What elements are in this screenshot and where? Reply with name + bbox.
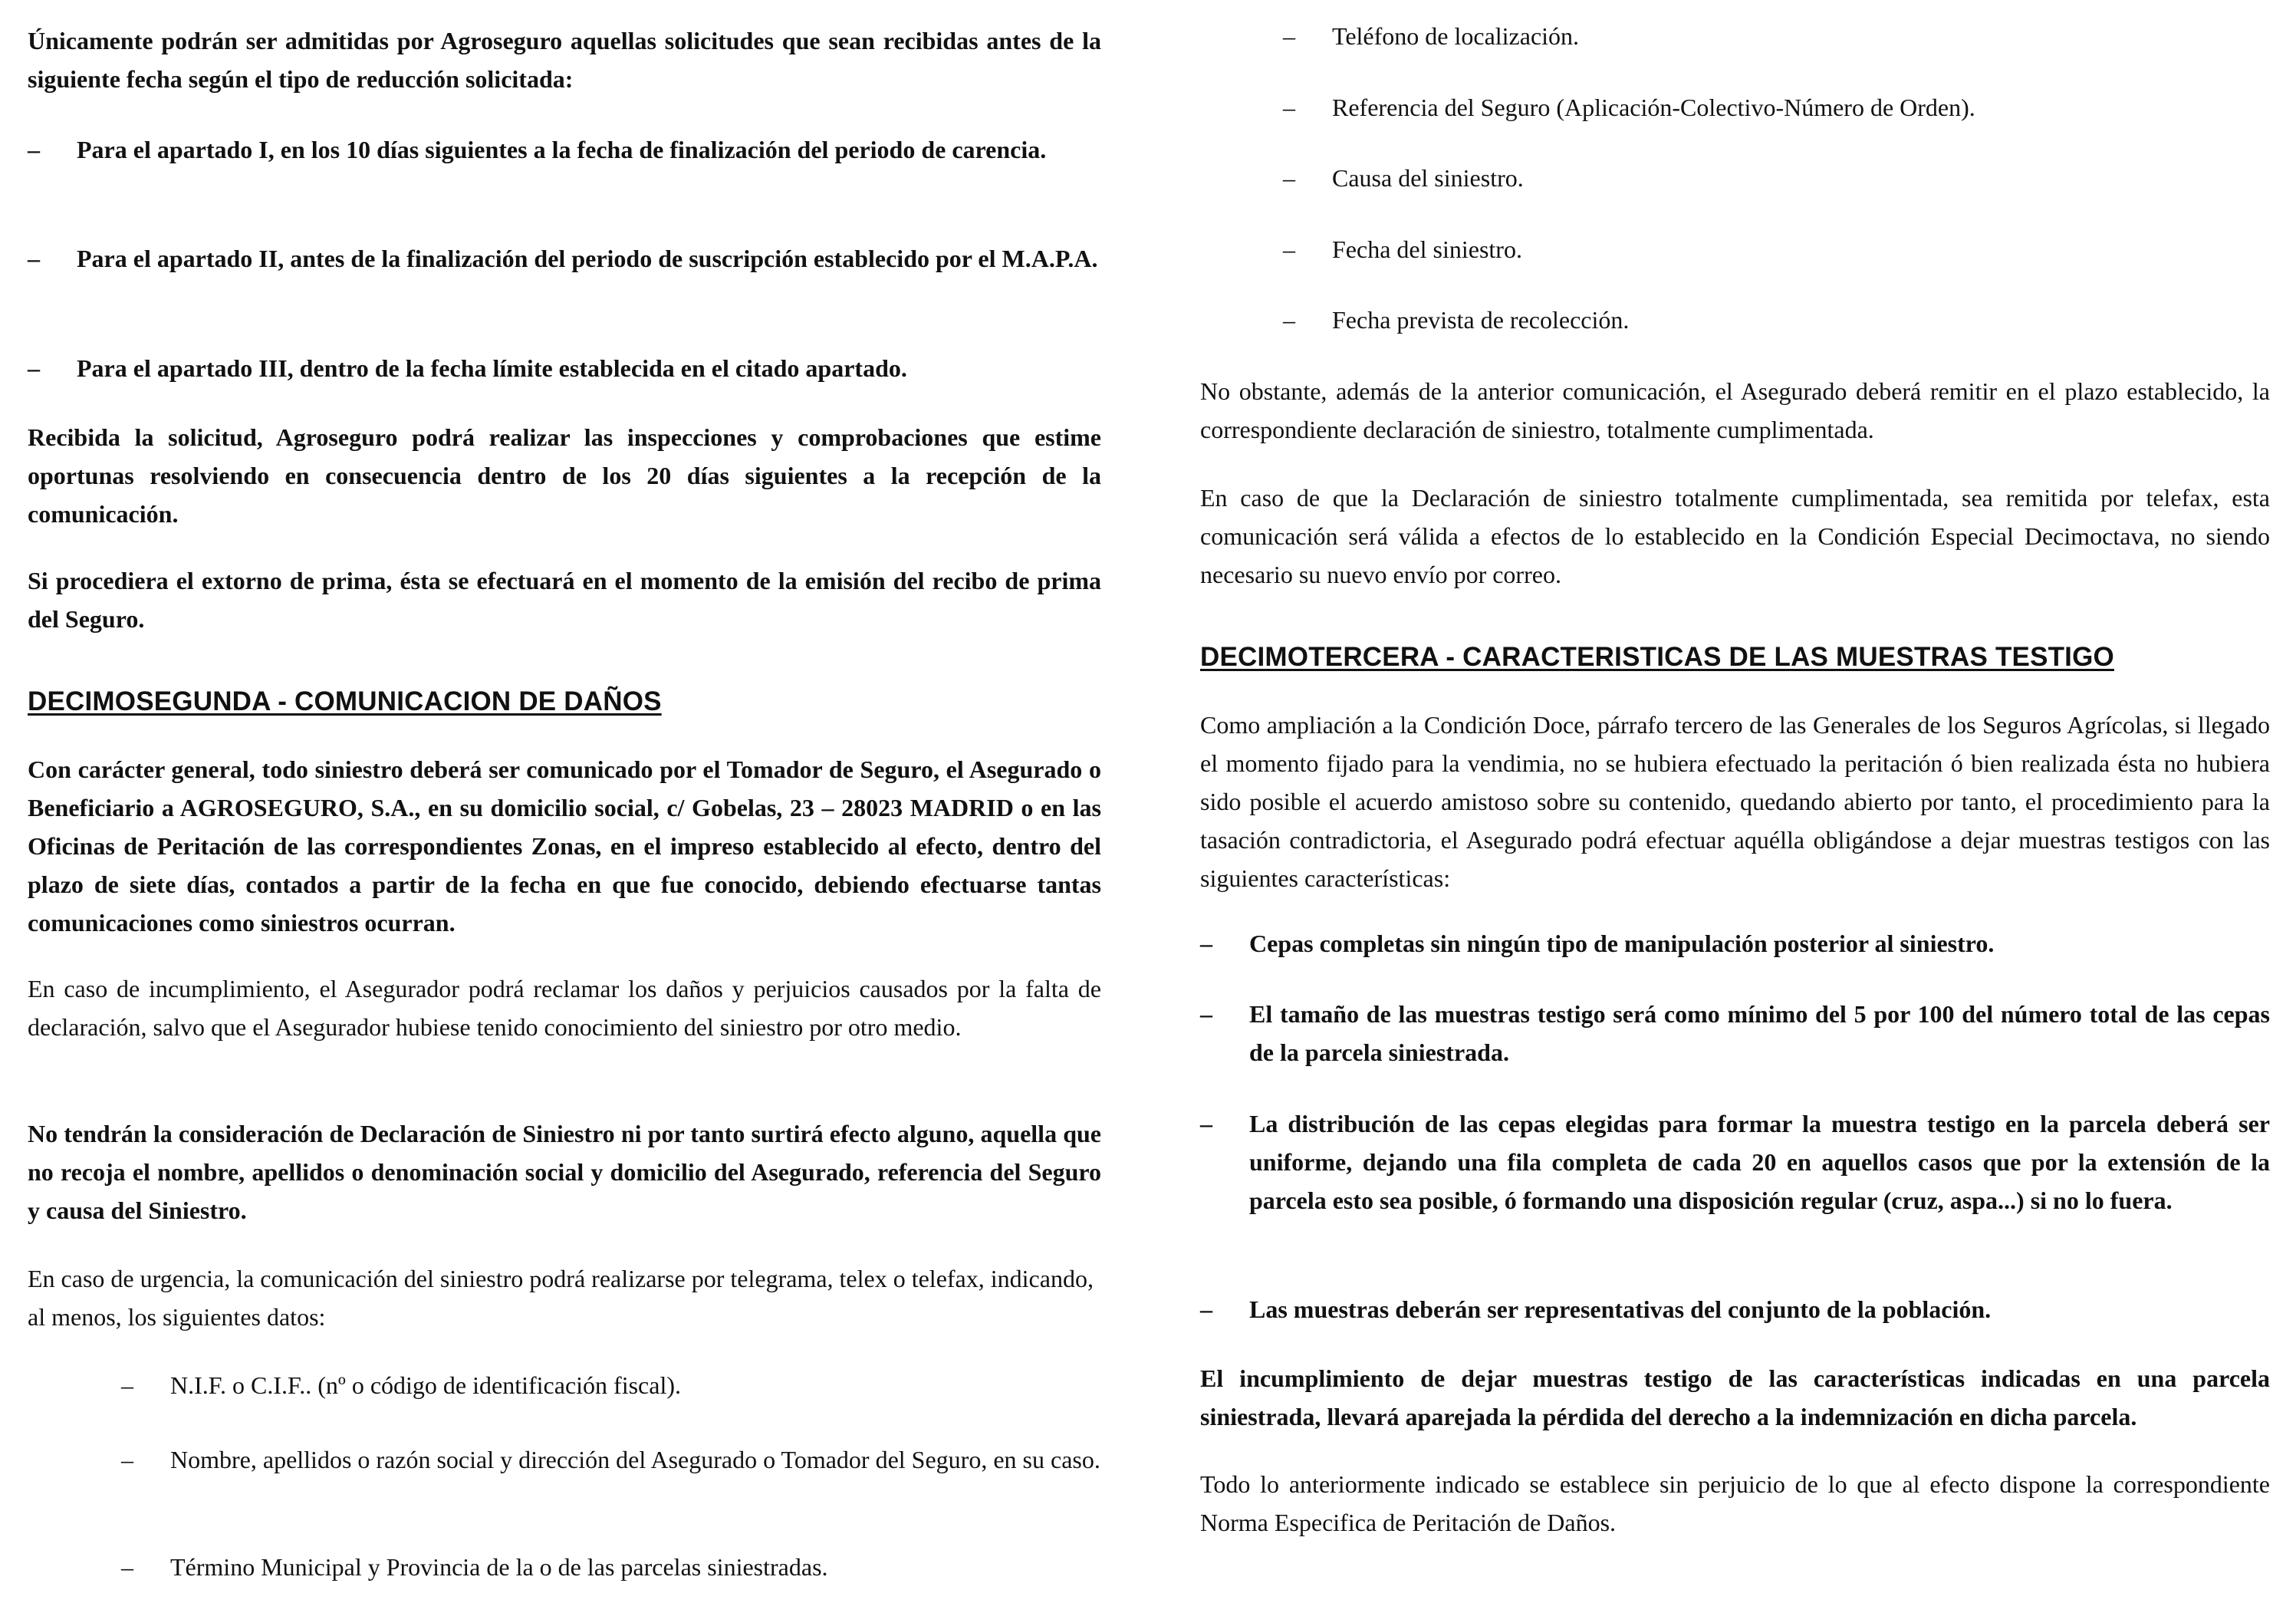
list-item-text: Cepas completas sin ningún tipo de manipulación posterior al siniestro.	[1249, 930, 1995, 957]
list-item	[28, 1366, 1101, 1404]
bullet-dash: –	[1200, 1110, 1212, 1137]
list-item	[28, 1440, 1101, 1479]
bullet-dash: –	[1200, 1295, 1212, 1323]
list-item	[1200, 159, 2270, 197]
list-item	[1200, 924, 2270, 963]
bullet-dash: –	[28, 136, 40, 163]
list-item	[28, 130, 1101, 169]
bullet-dash: –	[121, 1371, 133, 1399]
bullet-dash: –	[1200, 1000, 1212, 1028]
recibida-paragraph: Recibida la solicitud, Agroseguro podrá realizar las inspecciones y comprobaciones que estime oportunas resolviendo en consecuencia dentro de los 20 días siguientes a la recepción de la comunicación.	[28, 423, 1101, 528]
bullet-dash: –	[121, 1553, 133, 1581]
no-tendran-paragraph: No tendrán la consideración de Declaración de Siniestro ni por tanto surtirá efecto alguno, aquella que no recoja el nombre, apellidos o denominación social y domicilio del Asegurado, referencia del Seguro y causa del Siniestro.	[28, 1120, 1101, 1224]
list-item	[1200, 995, 2270, 1071]
list-item-text: Fecha del siniestro.	[1332, 235, 1522, 263]
list-item-text: Teléfono de localización.	[1332, 22, 1580, 50]
bullet-dash: –	[1283, 94, 1295, 121]
telefax-paragraph: En caso de que la Declaración de siniestro totalmente cumplimentada, sea remitida por telefax, esta comunicación será válida a efectos de lo establecido en la Condición Especial Decimoctava, no siendo necesario su nuevo envío por correo.	[1200, 484, 2270, 588]
bullet-dash: –	[1200, 930, 1212, 957]
no-obstante-paragraph: No obstante, además de la anterior comunicación, el Asegurado deberá remitir en el plazo establecido, la correspondiente declaración de siniestro, totalmente cumplimentada.	[1200, 377, 2270, 443]
list-item	[1200, 17, 2270, 55]
list-item	[1200, 1104, 2270, 1220]
intro-paragraph: Únicamente podrán ser admitidas por Agroseguro aquellas solicitudes que sean recibidas antes de la siguiente fecha según el tipo de reducción solicitada:	[28, 27, 1101, 93]
list-item	[28, 239, 1101, 278]
list-item-text: Las muestras deberán ser representativas del conjunto de la población.	[1249, 1295, 1992, 1323]
list-item	[1200, 230, 2270, 268]
extorno-paragraph: Si procediera el extorno de prima, ésta se efectuará en el momento de la emisión del recibo de prima del Seguro.	[28, 567, 1101, 633]
list-item-text: Fecha prevista de recolección.	[1332, 306, 1630, 334]
general-paragraph: Con carácter general, todo siniestro deberá ser comunicado por el Tomador de Seguro, el Asegurado o Beneficiario a AGROSEGURO, S.A., en su domicilio social, c/ Gobelas, 23 – 28023 MADRID o en las Oficinas de Peritación de las correspondientes Zonas, en el impreso establecido al efecto, dentro del plazo de siete días, contados a partir de la fecha en que fue conocido, debiendo efectuarse tantas comunicaciones como siniestros ocurran.	[28, 755, 1101, 936]
urgencia-paragraph: En caso de urgencia, la comunicación del siniestro podrá realizarse por telegrama, telex o telefax, indicando, al menos, los siguientes datos:	[28, 1265, 1094, 1331]
list-item-text: Nombre, apellidos o razón social y dirección del Asegurado o Tomador del Seguro, en su caso.	[170, 1446, 1100, 1473]
list-item	[28, 1548, 1101, 1586]
todo-paragraph: Todo lo anteriormente indicado se establece sin perjuicio de lo que al efecto dispone la correspondiente Norma Especifica de Peritación de Daños.	[1200, 1470, 2270, 1536]
list-item-text: Causa del siniestro.	[1332, 164, 1524, 192]
section-heading-decimosegunda: DECIMOSEGUNDA - COMUNICACION DE DAÑOS	[28, 686, 662, 716]
incumplimiento-muestras-paragraph: El incumplimiento de dejar muestras testigo de las características indicadas en una parcela siniestrada, llevará aparejada la pérdida del derecho a la indemnización en dicha parcela.	[1200, 1364, 2270, 1430]
list-item	[28, 349, 1101, 387]
list-item-text: Referencia del Seguro (Aplicación-Colectivo-Número de Orden).	[1332, 94, 1975, 121]
list-item-text: N.I.F. o C.I.F.. (nº o código de identificación fiscal).	[170, 1371, 681, 1399]
list-item	[1200, 301, 2270, 339]
bullet-dash: –	[1283, 164, 1295, 192]
list-item-text: Para el apartado III, dentro de la fecha límite establecida en el citado apartado.	[77, 354, 907, 382]
bullet-dash: –	[1283, 306, 1295, 334]
list-item-text: Para el apartado I, en los 10 días siguientes a la fecha de finalización del periodo de carencia.	[77, 136, 1047, 163]
list-item	[1200, 88, 2270, 127]
bullet-dash: –	[28, 354, 40, 382]
list-item-text: Término Municipal y Provincia de la o de las parcelas siniestradas.	[170, 1553, 828, 1581]
bullet-dash: –	[1283, 235, 1295, 263]
incumplimiento-paragraph: En caso de incumplimiento, el Asegurador podrá reclamar los daños y perjuicios causados por la falta de declaración, salvo que el Asegurador hubiese tenido conocimiento del siniestro por otro medio.	[28, 975, 1101, 1041]
section-heading-decimotercera: DECIMOTERCERA - CARACTERISTICAS DE LAS MUESTRAS TESTIGO	[1200, 642, 2114, 672]
bullet-dash: –	[1283, 22, 1295, 50]
bullet-dash: –	[28, 245, 40, 272]
list-item-text: El tamaño de las muestras testigo será como mínimo del 5 por 100 del número total de las cepas de la parcela siniestrada.	[1249, 1000, 2270, 1066]
ampliacion-paragraph: Como ampliación a la Condición Doce, párrafo tercero de las Generales de los Seguros Agrícolas, si llegado el momento fijado para la vendimia, no se hubiera efectuado la peritación ó bien realizada ésta no hubiera sido posible el acuerdo amistoso sobre su contenido, quedando abierto por tanto, el procedimiento para la tasación contradictoria, el Asegurado podrá efectuar aquélla obligándose a dejar muestras testigos con las siguientes características:	[1200, 711, 2270, 892]
list-item	[1200, 1290, 2270, 1328]
bullet-dash: –	[121, 1446, 133, 1473]
list-item-text: Para el apartado II, antes de la finalización del periodo de suscripción establecido por el M.A.P.A.	[77, 245, 1098, 272]
list-item-text: La distribución de las cepas elegidas para formar la muestra testigo en la parcela deberá ser uniforme, dejando una fila completa de cada 20 en aquellos casos que por la extensión de la parcela esto sea posible, ó formando una disposición regular (cruz, aspa...) si no lo fuera.	[1249, 1110, 2270, 1214]
